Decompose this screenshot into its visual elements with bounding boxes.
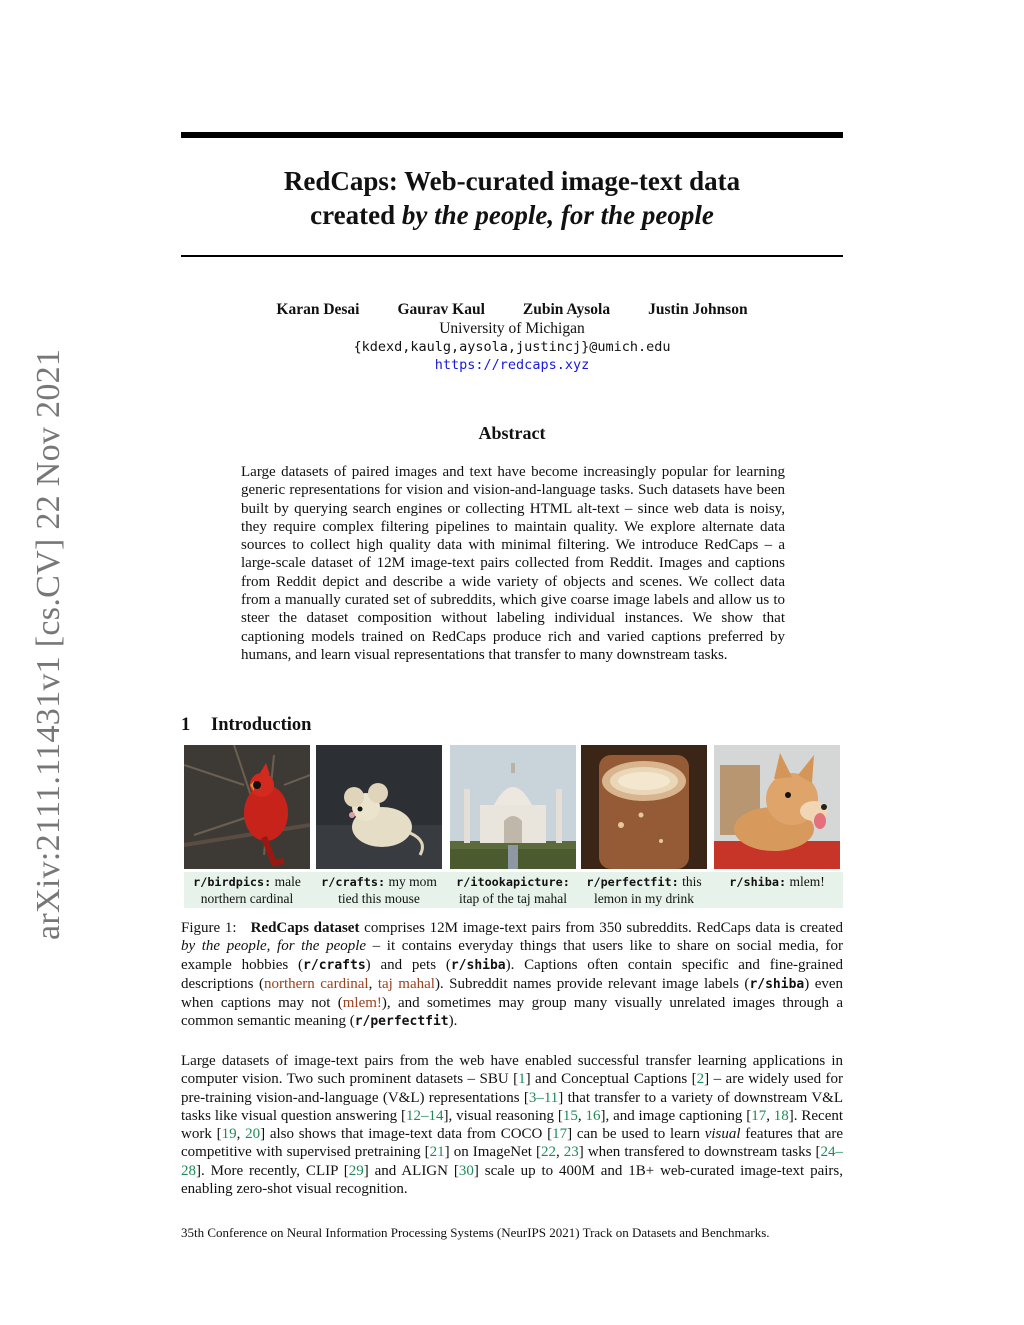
body-text: ]. Recent work [ xyxy=(181,1107,844,1143)
body-text: ] that transfer to a variety of downstream V&L tasks like visual question answering [ xyxy=(181,1089,844,1124)
body-text: , xyxy=(577,1107,586,1124)
caption-text: ) even when captions may not ( xyxy=(181,975,844,1012)
body-text: ] and ALIGN [ xyxy=(363,1162,459,1179)
title-bottom-rule xyxy=(181,255,843,257)
caption-highlight: taj mahal xyxy=(377,975,435,992)
citation-link[interactable]: 15 xyxy=(562,1107,578,1124)
title-line-2-plain: created xyxy=(310,200,402,230)
figure-tile-caption xyxy=(313,874,445,907)
citation-link[interactable]: 14 xyxy=(428,1107,444,1124)
title-top-rule xyxy=(181,132,843,138)
caption-text: comprises 12M image-text pairs from 350 subreddits. RedCaps data is created xyxy=(359,920,843,936)
crochet-mouse-icon xyxy=(316,745,442,869)
citation-link[interactable]: 12 xyxy=(405,1107,421,1124)
section-title: Introduction xyxy=(211,715,312,735)
taj-mahal-icon xyxy=(450,745,576,869)
citation-link[interactable]: 28 xyxy=(181,1162,196,1179)
body-text: ] and Conceptual Captions [ xyxy=(525,1071,697,1088)
body-text: , xyxy=(555,1144,564,1161)
tile-caption-text: itap of the taj mahal xyxy=(459,890,567,906)
caption-italic: by the people, for the people xyxy=(181,938,367,955)
citation-link[interactable]: 1 xyxy=(518,1071,526,1088)
citation-link[interactable]: 17 xyxy=(751,1107,767,1124)
figure-tile-caption xyxy=(181,874,313,907)
author: Justin Johnson xyxy=(648,301,748,318)
body-text: ] can be used to learn xyxy=(567,1126,705,1143)
title-line-1: RedCaps: Web-curated image-text data xyxy=(283,166,741,196)
caption-text: ). xyxy=(448,1013,458,1030)
paper-title xyxy=(181,164,843,232)
subreddit-mono: r/crafts xyxy=(303,957,366,973)
subreddit-label: r/itookapicture: xyxy=(456,875,570,889)
caption-text: , xyxy=(368,975,378,992)
subreddit-label: r/crafts: xyxy=(321,875,386,889)
citation-link[interactable]: 18 xyxy=(773,1107,789,1124)
body-text: ] scale up to 400M and 1B+ web-curated image-text pairs, enabling zero-shot visual recognition. xyxy=(181,1162,843,1198)
citation-link[interactable]: 30 xyxy=(458,1162,474,1179)
tile-caption-text: this lemon in my drink xyxy=(593,874,702,906)
title-line-2-italic: by the people, for the people xyxy=(401,200,714,230)
body-text: ] – are widely used for pre-training vision-and-language (V&L) representations [ xyxy=(181,1071,843,1106)
body-text: , xyxy=(236,1126,246,1143)
caption-text: – it contains everyday things that users like to share on social media, for example hobbies ( xyxy=(181,938,843,973)
body-text: ]. More recently, CLIP [ xyxy=(196,1162,349,1179)
citation-dash: – xyxy=(536,1089,544,1106)
citation-link[interactable]: 29 xyxy=(348,1162,364,1179)
tile-caption-text: male northern cardinal xyxy=(200,874,301,906)
citation-link[interactable]: 23 xyxy=(563,1144,579,1161)
citation-dash: – xyxy=(420,1107,429,1124)
figure-1-caption xyxy=(181,919,843,1032)
tile-caption-text: my mom tied this mouse xyxy=(338,874,437,906)
caption-text: ). Captions often contain specific and fine-grained descriptions ( xyxy=(181,956,843,992)
subreddit-label: r/shiba: xyxy=(729,875,787,889)
subreddit-label: r/perfectfit: xyxy=(586,875,679,889)
citation-link[interactable]: 17 xyxy=(552,1126,568,1143)
body-text: ] on ImageNet [ xyxy=(444,1144,541,1161)
citation-link[interactable]: 2 xyxy=(696,1071,705,1088)
lemon-glass-icon xyxy=(581,745,707,869)
citation-link[interactable]: 22 xyxy=(540,1144,556,1161)
body-text: , xyxy=(766,1107,774,1124)
abstract-heading: Abstract xyxy=(478,423,546,443)
citation-link[interactable]: 16 xyxy=(585,1107,601,1124)
introduction-paragraph xyxy=(181,1052,843,1198)
citation-link[interactable]: 19 xyxy=(221,1126,237,1143)
caption-highlight: northern cardinal xyxy=(263,975,369,992)
citation-dash: – xyxy=(835,1144,844,1161)
citation-link[interactable]: 21 xyxy=(429,1144,445,1161)
caption-text: ). Subreddit names provide relevant image labels ( xyxy=(434,975,750,992)
shiba-dog-icon xyxy=(714,745,840,869)
citation-link[interactable]: 20 xyxy=(245,1126,261,1143)
subreddit-label: r/birdpics: xyxy=(193,875,272,889)
section-heading-introduction xyxy=(181,715,311,736)
caption-highlight: mlem! xyxy=(342,995,382,1012)
author-emails: {kdexd,kaulg,aysola,justincj}@umich.edu xyxy=(353,339,671,355)
figure-tile-caption xyxy=(447,874,579,907)
body-text: Large datasets of image-text pairs from the web have enabled successful transfer learning applications in computer vision. Two such prominent datasets – SBU [ xyxy=(181,1053,843,1088)
figure-tile-caption xyxy=(578,874,710,907)
cardinal-bird-icon xyxy=(184,745,310,869)
figure-tile-caption xyxy=(711,874,843,891)
abstract-text: Large datasets of paired images and text have become increasingly popular for learning generic representations for vision and vision-and-language tasks. Such datasets have been built by querying search engines or collecting HTML alt-text – since web data is noisy, they require complex filtering pipelines to maintain quality. We explore alternate data sources to collect high quality data with minimal filtering. We introduce RedCaps – a large-scale dataset of 12M image-text pairs collected from Reddit. Images and captions from Reddit depict and describe a wide variety of objects and scenes. We collect data from a manually curated set of subreddits, which give coarse image labels and allow us to steer the dataset composition without labeling individual instances. We show that captioning models trained on RedCaps produce rich and varied captions preferred by humans, and learn visual representations that transfer to many downstream tasks. xyxy=(241,464,785,663)
title-line-2 xyxy=(181,198,843,232)
author: Karan Desai xyxy=(276,301,360,318)
body-italic: visual xyxy=(704,1126,741,1143)
author-list xyxy=(181,301,843,319)
caption-text: ), and sometimes may group many visually unrelated images through a common semantic meaning ( xyxy=(181,995,843,1030)
citation-link[interactable]: 11 xyxy=(543,1089,559,1106)
subreddit-mono: r/shiba xyxy=(450,957,506,973)
body-text: ] also shows that image-text data from COCO [ xyxy=(260,1126,553,1143)
body-text: features that are competitive with supervised pretraining [ xyxy=(181,1126,844,1161)
figure-1 xyxy=(184,745,843,908)
subreddit-mono: r/perfectfit xyxy=(354,1014,449,1030)
citation-link[interactable]: 24 xyxy=(820,1144,836,1161)
project-url-link[interactable]: https://redcaps.xyz xyxy=(434,357,590,373)
subreddit-mono: r/shiba xyxy=(749,976,805,992)
author: Zubin Aysola xyxy=(522,301,611,318)
section-number: 1 xyxy=(181,715,191,735)
body-text: ] when transfered to downstream tasks [ xyxy=(578,1144,821,1161)
figure-label: Figure 1: xyxy=(181,920,237,936)
body-text: ], visual reasoning [ xyxy=(443,1107,563,1124)
body-text: ], and image captioning [ xyxy=(600,1107,752,1124)
author: Gaurav Kaul xyxy=(397,301,485,318)
affiliation: University of Michigan xyxy=(439,320,585,337)
citation-link[interactable]: 3 xyxy=(528,1089,537,1106)
figure-caption-bold: RedCaps dataset xyxy=(250,920,360,936)
conference-footnote: 35th Conference on Neural Information Processing Systems (NeurIPS 2021) Track on Datasets and Benchmarks. xyxy=(181,1225,770,1240)
caption-text: ) and pets ( xyxy=(365,956,451,973)
arxiv-stamp: arXiv:2111.11431v1 [cs.CV] 22 Nov 2021 xyxy=(30,348,67,940)
tile-caption-text: mlem! xyxy=(786,874,825,889)
